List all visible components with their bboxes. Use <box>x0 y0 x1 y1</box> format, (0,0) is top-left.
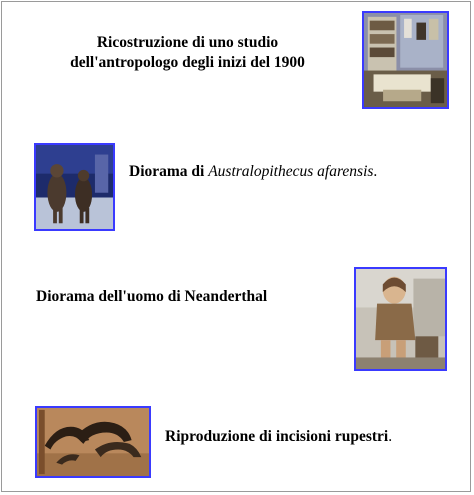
section-2-caption <box>129 162 377 182</box>
neanderthal-diorama-photo-icon <box>356 269 445 369</box>
australopithecus-diorama-photo-icon <box>36 145 113 229</box>
australopithecus-diorama-image[interactable] <box>34 143 115 231</box>
section-1-caption-line1: Ricostruzione di uno studio <box>96 34 279 51</box>
section-2-caption-species: Australopithecus afarensis <box>208 163 374 180</box>
cave-engraving-photo-icon <box>37 408 149 476</box>
section-4-caption-main: Riproduzione di incisioni rupestri <box>165 428 389 445</box>
cave-engraving-image[interactable] <box>35 406 151 478</box>
anthropologist-study-photo-icon <box>364 13 447 107</box>
section-4-caption <box>165 427 392 447</box>
section-1-caption-line2: dell'antropologo degli inizi del 1900 <box>70 54 305 71</box>
neanderthal-diorama-image[interactable] <box>354 267 447 371</box>
section-2-caption-suffix: . <box>373 163 378 180</box>
anthropologist-study-image[interactable] <box>362 11 449 109</box>
section-2-caption-prefix: Diorama di <box>129 163 209 180</box>
section-3-caption: Diorama dell'uomo di Neanderthal <box>36 288 268 305</box>
section-4-caption-suffix: . <box>388 428 393 445</box>
section-1-caption <box>0 33 375 73</box>
